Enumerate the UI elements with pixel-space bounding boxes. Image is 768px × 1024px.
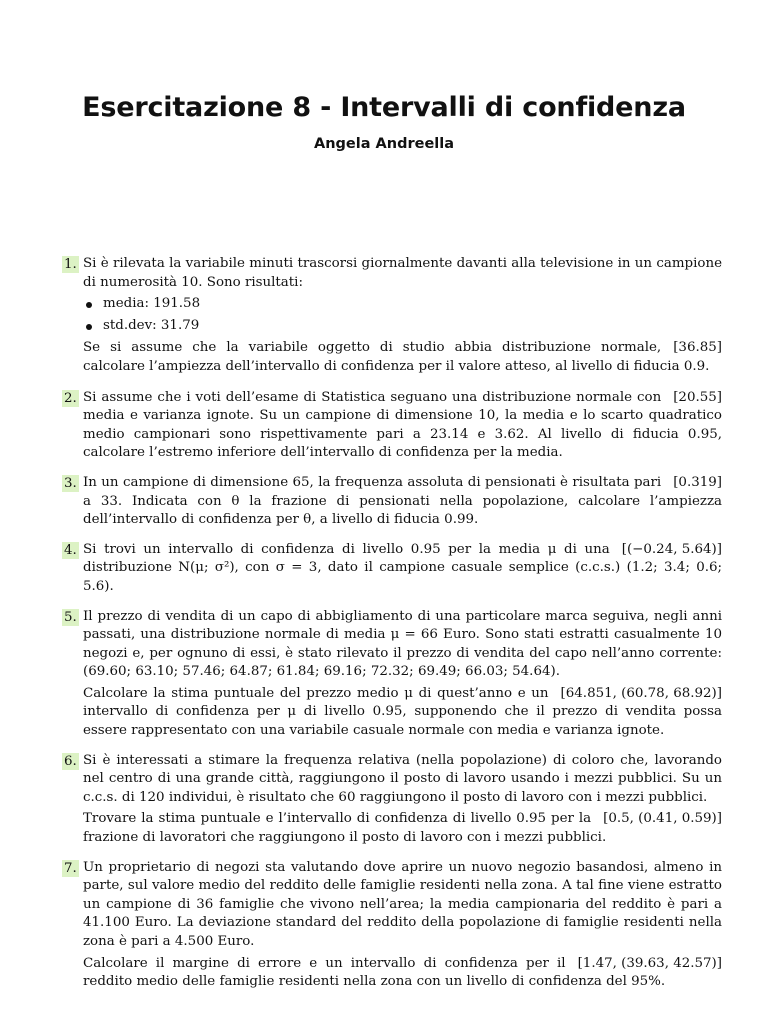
exercise-number[interactable]: 6. [64, 753, 77, 769]
exercise-number[interactable]: 7. [64, 860, 77, 876]
exercise-item [62, 752, 722, 848]
exercise-item [62, 255, 722, 377]
exercise-item [62, 608, 722, 741]
exercise-text: Un proprietario di negozi sta valutando dove aprire un nuovo negozio basandosi, almeno in parte, sul valore medio del reddito delle famiglie residenti nella zona. A tal fine viene estratto un campione di 36 famiglie che vivono nell’area; la media campionaria del reddito è pari a 41.100 Euro. La deviazione standard del reddito della popolazione di famiglie residenti nella zona è pari a 4.500 Euro. [83, 859, 722, 949]
exercise-answer: [64.851, (60.78, 68.92)] [560, 685, 722, 701]
exercise-answer: [0.319] [673, 474, 722, 490]
exercise-text: [20.55] Si assume che i voti dell’esame di Statistica seguano una distribuzione normale con media e varianza ignote. Su un campione di dimensione 10, la media e lo scarto quadratico medio campionari sono rispettivamente pari a 23.14 e 3.62. Al livello di fiducia 0.95, calcolare l’estremo inferiore dell’intervallo di confidenza per la media. [83, 389, 722, 461]
exercise-text: Si è interessati a stimare la frequenza relativa (nella popolazione) di coloro che, lavorando nel centro di una grande città, raggiungono il posto di lavoro usando i mezzi pubblici. Su un c.c.s. di 120 individui, è risultato che 60 raggiungono il posto di lavoro con i mezzi pubblici. [83, 752, 722, 805]
exercise-number[interactable]: 1. [64, 257, 77, 272]
exercise-text: Si è rilevata la variabile minuti trascorsi giornalmente davanti alla televisione in un campione di numerosità 10. Sono risultati: [83, 256, 722, 290]
bullet-list [83, 295, 722, 335]
exercise-text: [0.319] In un campione di dimensione 65, la frequenza assoluta di pensionati è risultata pari a 33. Indicata con θ la frazione di pensionati nella popolazione, calcolare l’ampiezza dell’intervallo di confidenza per θ, a livello di fiducia 0.99. [83, 474, 722, 528]
exercise-item [62, 541, 722, 597]
exercise-answer: [0.5, (0.41, 0.59)] [603, 811, 722, 827]
exercise-text-continued: [0.5, (0.41, 0.59)] Trovare la stima puntuale e l’intervallo di confidenza di livello 0.95 per la frazione di lavoratori che raggiungono il posto di lavoro con i mezzi pubblici. [83, 811, 722, 846]
exercise-list [62, 255, 722, 992]
exercise-item [62, 474, 722, 530]
exercise-number[interactable]: 5. [64, 609, 77, 625]
document-author: Angela Andreella [313, 136, 455, 152]
exercise-answer: [36.85] [673, 340, 722, 356]
exercise-text-continued: [64.851, (60.78, 68.92)] Calcolare la stima puntuale del prezzo medio μ di quest’anno e un intervallo di confidenza per μ di livello 0.95, supponendo che il prezzo di vendita possa essere rappresentato con una variabile casuale normale con media e varianza ignote. [83, 685, 722, 739]
exercise-answer: [20.55] [673, 389, 722, 405]
exercise-text: [(−0.24, 5.64)] Si trovi un intervallo di confidenza di livello 0.95 per la media μ di una distribuzione N(μ; σ²), con σ = 3, dato il campione casuale semplice (c.c.s.) (1.2; 3.4; 0.6; 5.6). [83, 541, 722, 594]
exercise-item [62, 389, 722, 463]
exercise-item [62, 859, 722, 992]
exercise-answer: [(−0.24, 5.64)] [621, 541, 722, 557]
exercise-number[interactable]: 2. [64, 390, 77, 406]
exercise-number[interactable]: 3. [64, 475, 77, 491]
document-title: Esercitazione 8 - Intervalli di confidenza [82, 92, 686, 123]
bullet-item: std.dev: 31.79 [83, 317, 722, 336]
bullet-item: media: 191.58 [83, 295, 722, 314]
exercise-number[interactable]: 4. [64, 542, 77, 558]
exercise-text-continued: [36.85] Se si assume che la variabile oggetto di studio abbia distribuzione normale, calcolare l’ampiezza dell’intervallo di confidenza per il valore atteso, al livello di fiducia 0.9. [83, 340, 722, 374]
exercise-answer: [1.47, (39.63, 42.57)] [577, 955, 722, 971]
exercise-text-continued: [1.47, (39.63, 42.57)] Calcolare il margine di errore e un intervallo di confidenza per il reddito medio delle famiglie residenti nella zona con un livello di confidenza del 95%. [83, 955, 722, 990]
exercise-text: Il prezzo di vendita di un capo di abbigliamento di una particolare marca seguiva, negli anni passati, una distribuzione normale di media μ = 66 Euro. Sono stati estratti casualmente 10 negozi e, per ognuno di essi, è stato rilevato il prezzo di vendita del capo nell’anno corrente: (69.60; 63.10; 57.46; 64.87; 61.84; 69.16; 72.32; 69.49; 66.03; 54.64). [83, 608, 722, 680]
